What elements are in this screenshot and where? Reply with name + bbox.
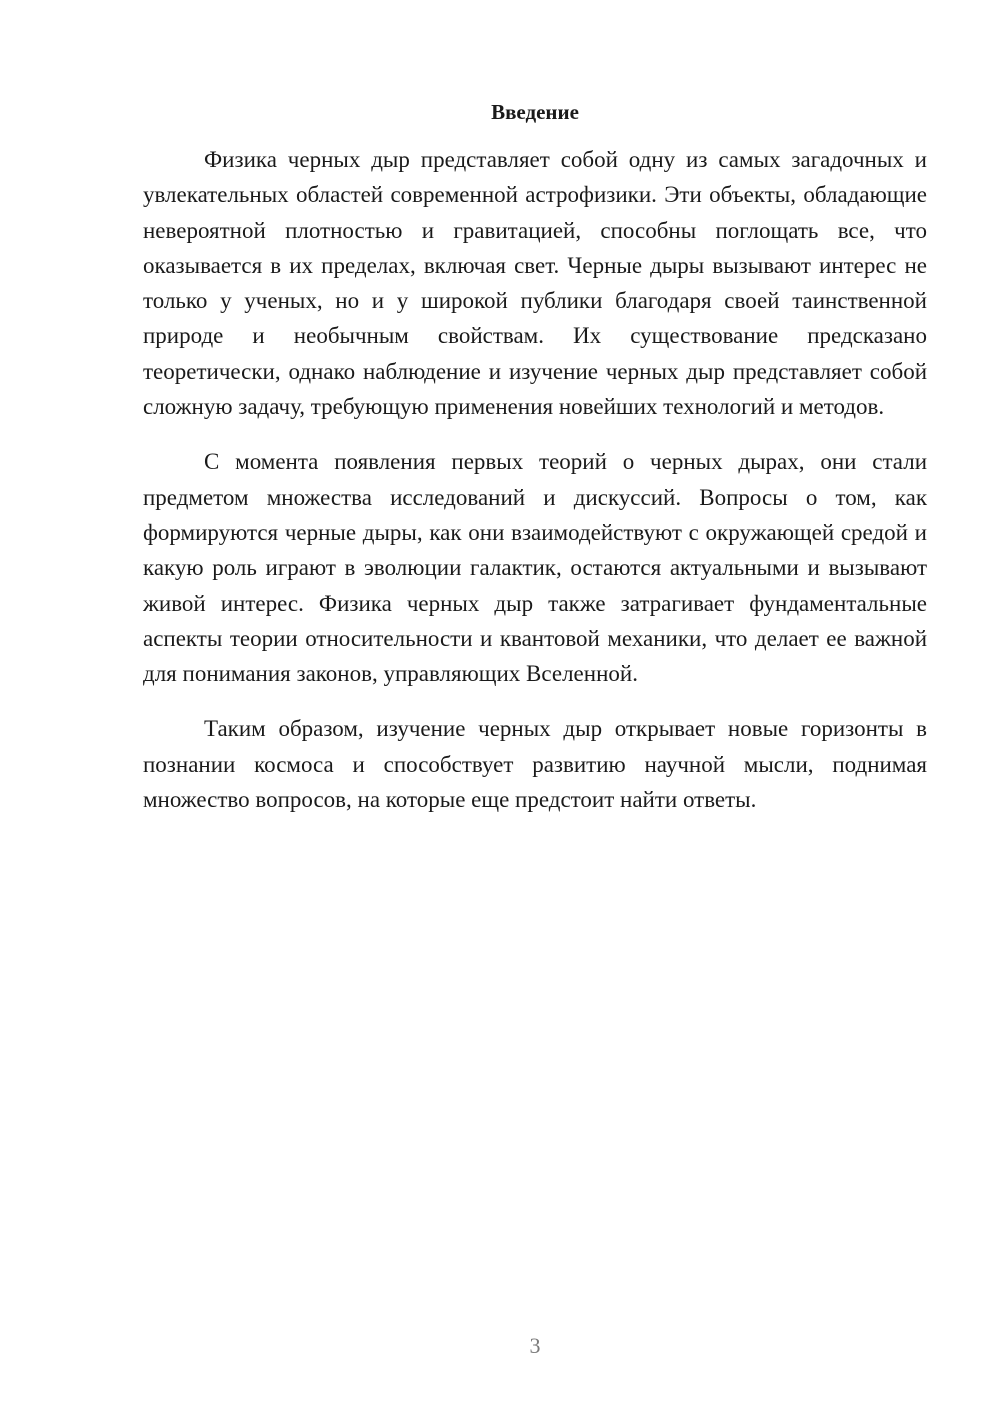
- paragraph-3: Таким образом, изучение черных дыр открывает новые горизонты в познании космоса и способствует развитию научной мысли, поднимая множество вопросов, на которые еще предстоит найти ответы.: [143, 716, 927, 813]
- section-heading: Введение: [491, 100, 579, 124]
- paragraph-2: С момента появления первых теорий о черных дырах, они стали предметом множества исследований и дискуссий. Вопросы о том, как формируются черные дыры, как они взаимодействуют с окружающей средой и какую роль играют в эволюции галактик, остаются актуальными и вызывают живой интерес. Физика черных дыр также затрагивает фундаментальные аспекты теории относительности и квантовой механики, что делает ее важной для понимания законов, управляющих Вселенной.: [143, 449, 927, 687]
- paragraph-1: Физика черных дыр представляет собой одну из самых загадочных и увлекательных областей современной астрофизики. Эти объекты, обладающие невероятной плотностью и гравитацией, способны поглощать все, что оказывается в их пределах, включая свет. Черные дыры вызывают интерес не только у ученых, но и у широкой публики благодаря своей таинственной природе и необычным свойствам. Их существование предсказано теоретически, однако наблюдение и изучение черных дыр представляет собой сложную задачу, требующую применения новейших технологий и методов.: [143, 147, 927, 420]
- body-text: [143, 142, 927, 817]
- page-number: 3: [529, 1333, 541, 1358]
